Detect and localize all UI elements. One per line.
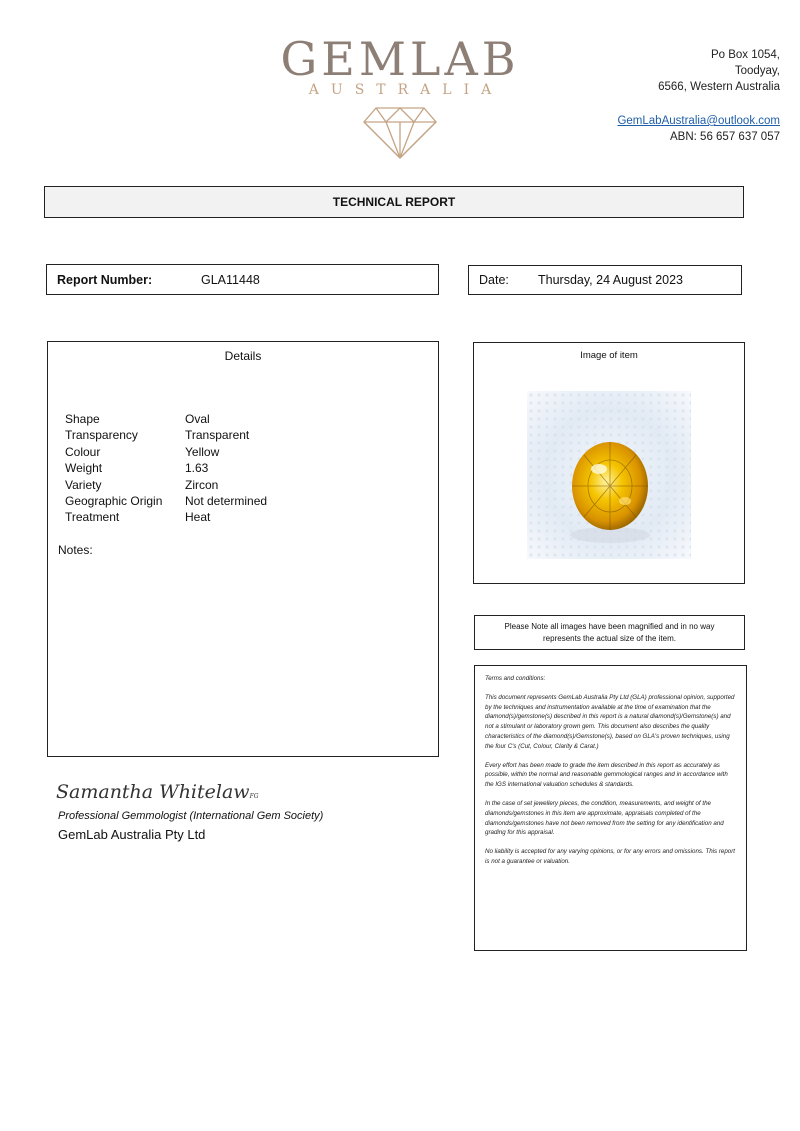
- image-disclaimer-line-2: represents the actual size of the item.: [543, 634, 676, 643]
- company-address: [617, 47, 780, 145]
- image-panel: [473, 342, 745, 584]
- terms-paragraph: This document represents GemLab Australia Pty Ltd (GLA) professional opinion, supported by the techniques and instrumentation available at the time of examination that the diamond(s)/gemstone(s) described in this report is a natural diamond(s)/Gemstone(s) and not a stimulant or laboratory grown gem. This document also describes the quality characteristics of the diamond(s)/Gemstone(s), based on GLA's proven techniques, using the four C's (Cut, Colour, Clarity & Carat.): [485, 693, 735, 750]
- signature-name: Samantha Whitelaw: [56, 781, 250, 803]
- signature-suffix: FG: [249, 793, 259, 800]
- details-table: [65, 412, 267, 527]
- detail-row: [65, 461, 267, 477]
- detail-row: [65, 445, 267, 461]
- image-disclaimer: [474, 615, 745, 650]
- detail-value: Not determined: [185, 493, 268, 508]
- detail-key: Transparency: [65, 428, 138, 443]
- date-box: [468, 265, 742, 295]
- detail-row: [65, 428, 267, 444]
- signatory-company: GemLab Australia Pty Ltd: [58, 827, 206, 842]
- image-disclaimer-line-1: Please Note all images have been magnified and in no way: [504, 622, 715, 631]
- detail-value: Heat: [185, 510, 211, 525]
- terms-paragraph: In the case of set jewellery pieces, the condition, measurements, and weight of the diamonds/gemstones in this item are approximate, appraisals completed of the diamonds/gemstones have not been removed from the setting for any identification and grading for this appraisal.: [485, 799, 724, 837]
- abn-number: ABN: 56 657 637 057: [670, 131, 780, 143]
- zircon-gem-image: [527, 391, 691, 559]
- detail-key: Weight: [65, 461, 103, 476]
- terms-heading: Terms and conditions:: [485, 675, 546, 682]
- detail-row: [65, 412, 267, 428]
- signature: [56, 781, 259, 803]
- report-number-value: GLA11448: [201, 273, 260, 287]
- details-panel: [47, 341, 439, 757]
- details-heading: Details: [224, 349, 262, 363]
- signatory-role: Professional Gemmologist (International Gem Society): [58, 810, 324, 822]
- report-title: TECHNICAL REPORT: [44, 186, 744, 218]
- detail-key: Shape: [65, 412, 100, 426]
- address-line-1: Po Box 1054,: [710, 49, 780, 61]
- detail-key: Geographic Origin: [65, 493, 163, 508]
- detail-value: 1.63: [185, 461, 209, 476]
- detail-key: Treatment: [65, 510, 120, 525]
- terms-paragraph: No liability is accepted for any varying opinions, or for any errors and omissions. This report is not a guarantee or valuation.: [485, 848, 736, 865]
- terms-panel: [474, 665, 747, 951]
- address-line-3: 6566, Western Australia: [658, 81, 780, 93]
- date-label: Date:: [479, 273, 509, 287]
- email-link[interactable]: GemLabAustralia@outlook.com: [617, 115, 780, 127]
- detail-value: Zircon: [185, 477, 219, 492]
- terms-paragraph: Every effort has been made to grade the item described in this report as accurately as possible, within the normal and reasonable gemmological ranges and in accordance with the IGS international valuation schedules & standards.: [485, 761, 728, 789]
- detail-value: Yellow: [185, 444, 220, 459]
- detail-row: [65, 510, 267, 526]
- image-heading: Image of item: [580, 350, 638, 361]
- detail-row: [65, 478, 267, 494]
- detail-value: Transparent: [185, 428, 250, 443]
- logo-subtitle: AUSTRALIA: [308, 82, 504, 98]
- report-number-box: [46, 264, 439, 295]
- gem-photo: [527, 391, 691, 559]
- logo-title: GEMLAB: [280, 32, 520, 86]
- date-value: Thursday, 24 August 2023: [538, 273, 684, 287]
- detail-row: [65, 494, 267, 510]
- detail-value: Oval: [185, 412, 210, 426]
- address-line-2: Toodyay,: [734, 65, 780, 77]
- detail-key: Variety: [65, 477, 102, 492]
- notes-label: Notes:: [58, 543, 93, 557]
- report-number-label: Report Number:: [57, 273, 153, 287]
- gemlab-logo: [278, 30, 522, 160]
- diamond-icon: [362, 104, 438, 160]
- detail-key: Colour: [65, 444, 101, 459]
